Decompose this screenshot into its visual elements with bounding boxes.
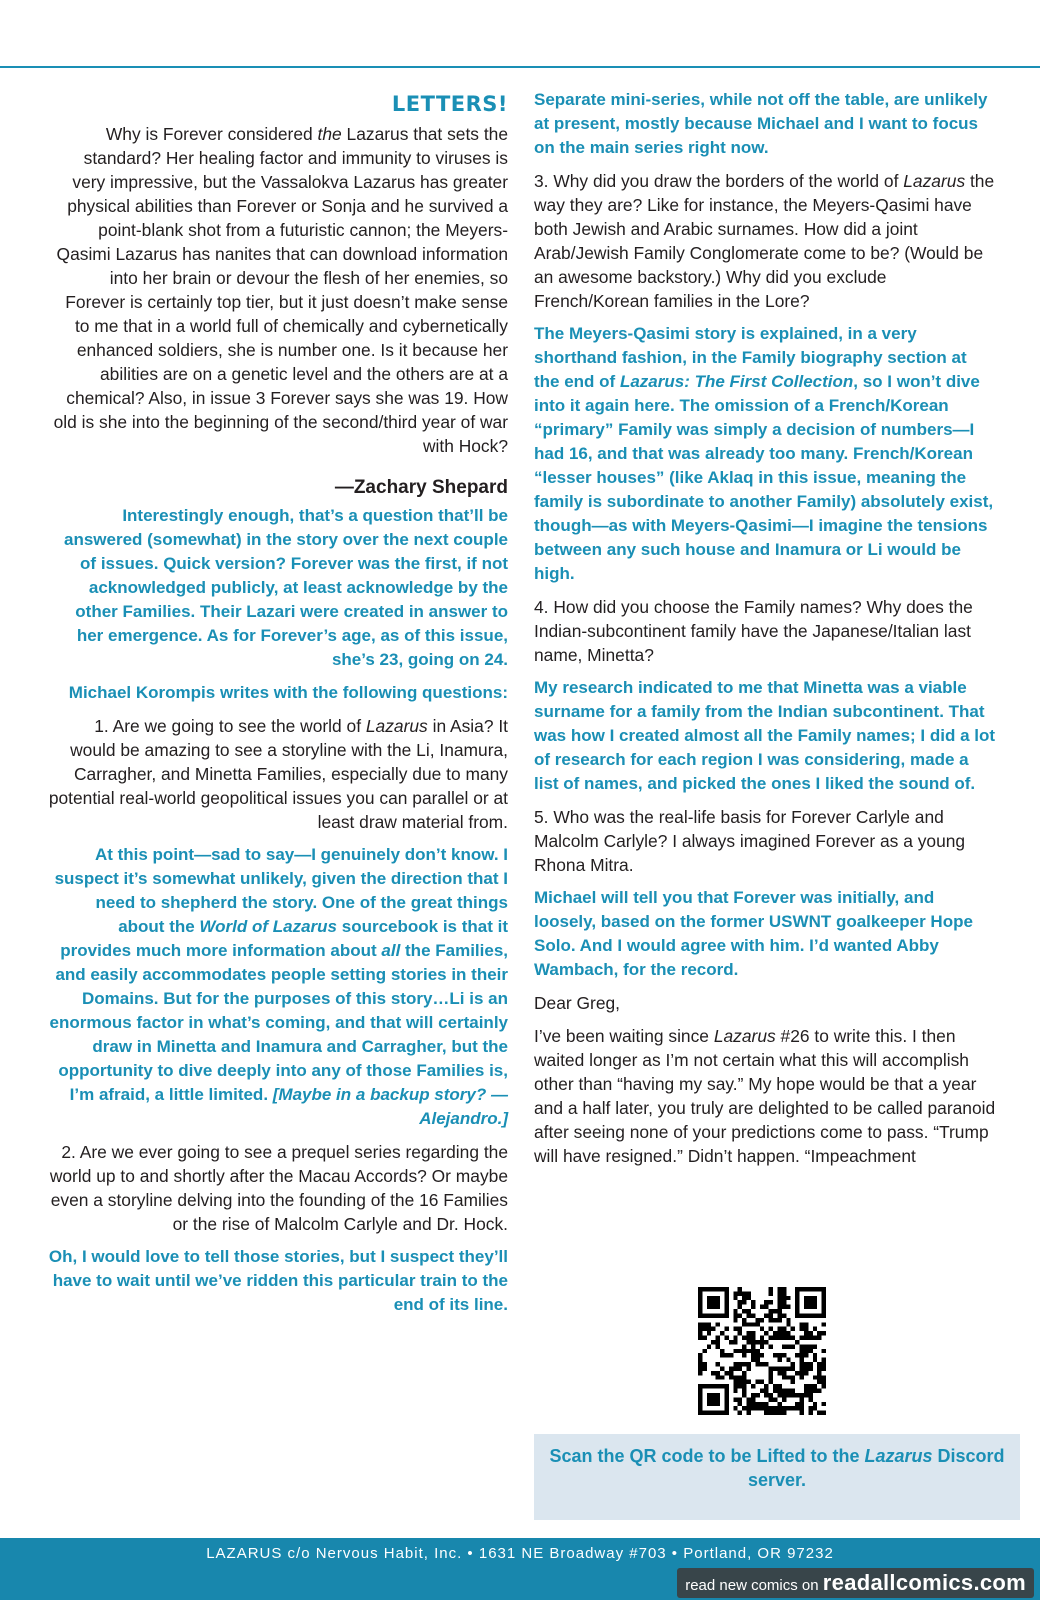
- site-watermark[interactable]: [677, 1568, 1034, 1598]
- question-paragraph: 2. Are we ever going to see a prequel series regarding the world up to and shortly after the Macau Accords? Or maybe even a storyline delving into the founding of the 16 Families or the rise of Malcolm Carlyle and Dr. Hock.: [49, 1142, 508, 1234]
- qr-caption-text: Scan the QR code to be Lifted to the Lazarus Discord server.: [549, 1446, 1005, 1490]
- answer-paragraph: Michael will tell you that Forever was initially, and loosely, based on the former USWNT goalkeeper Hope Solo. And I would agree with him. I’d wanted Abby Wambach, for the record.: [534, 888, 973, 979]
- right-column: [534, 88, 996, 1177]
- watermark-prefix: read new comics on: [685, 1577, 823, 1594]
- watermark-site: readallcomics.com: [822, 1570, 1026, 1595]
- question-paragraph: 3. Why did you draw the borders of the world of Lazarus the way they are? Like for instance, the Meyers-Qasimi have both Jewish and Arabic surnames. How did a joint Arab/Jewish Family Conglomerate come to be? (Would be an awesome backstory.) Why did you exclude French/Korean families in the Lore?: [534, 171, 995, 311]
- answer-paragraph: My research indicated to me that Minetta was a viable surname for a family from the Indian subcontinent. That was how I created almost all the Family names; I did a lot of research for each region I was considering, made a list of names, and picked the ones I liked the sound of.: [534, 678, 996, 793]
- letter-paragraph: Why is Forever considered the Lazarus that sets the standard? Her healing factor and immunity to viruses is very impressive, but the Vassalokva Lazarus has greater physical abilities than Forever or Sonja and he survived a point-blank shot from a futuristic cannon; the Meyers-Qasimi Lazarus has nanites that can download information into her brain or devour the flesh of her enemies, so Forever is certainly top tier, but it just doesn’t make sense to me that in a world full of chemically and cybernetically enhanced soldiers, she is number one. Is it because her abilities are on a genetic level and the others are at a chemical? Also, in issue 3 Forever says she was 19. How old is she into the beginning of the second/third year of war with Hock?: [53, 124, 508, 456]
- question-paragraph: 5. Who was the real-life basis for Forever Carlyle and Malcolm Carlyle? I always imagined Forever as a young Rhona Mitra.: [534, 807, 966, 875]
- answer-paragraph: Oh, I would love to tell those stories, but I suspect they’ll have to wait until we’ve ridden this particular train to the end of its line.: [48, 1247, 508, 1314]
- letter-signature: —Zachary Shepard: [334, 477, 508, 498]
- question-paragraph: 4. How did you choose the Family names? Why does the Indian-subcontinent family have the Japanese/Italian last name, Minetta?: [534, 597, 973, 665]
- footer-bar: [0, 1538, 1040, 1600]
- footer-address: LAZARUS c/o Nervous Habit, Inc. • 1631 NE Broadway #703 • Portland, OR 97232: [206, 1545, 834, 1562]
- top-rule: [0, 66, 1040, 68]
- answer-paragraph: At this point—sad to say—I genuinely don’t know. I suspect it’s somewhat unlikely, given the direction that I need to shepherd the story. One of the great things about the World of Lazarus sourcebook is that it provides much more information about all the Families, and easily accommodates people setting stories in their Domains. But for the purposes of this story…Li is an enormous factor in what’s coming, and that will certainly draw in Minetta and Inamura and Carragher, but the opportunity to dive deeply into any of those Families is, I’m afraid, a little limited. [Maybe in a backup story? —Alejandro.]: [49, 845, 508, 1128]
- letter-salutation: Dear Greg,: [534, 993, 621, 1013]
- letters-heading: LETTERS!: [391, 92, 508, 116]
- intro-paragraph: Michael Korompis writes with the following questions:: [68, 683, 508, 702]
- qr-caption: [534, 1434, 1020, 1520]
- qr-code-icon[interactable]: [698, 1287, 826, 1415]
- answer-paragraph: The Meyers-Qasimi story is explained, in a very shorthand fashion, in the Family biography section at the end of Lazarus: The First Collection, so I won’t dive into it again here. The omission of a French/Korean “primary” Family was simply a decision of numbers—I had 16, and that was already too many. French/Korean “lesser houses” (like Aklaq in this issue, meaning the family is subordinate to another Family) absolutely exist, though—as with Meyers-Qasimi—I imagine the tensions between any such house and Inamura or Li would be high.: [534, 324, 994, 583]
- left-column: [48, 88, 508, 1326]
- letter-paragraph: I’ve been waiting since Lazarus #26 to write this. I then waited longer as I’m not certain what this will accomplish other than “having my say.” My hope would be that a year and a half later, you truly are delighted to be called paranoid after seeing none of your predictions come to pass. “Trump will have resigned.” Didn’t happen. “Impeachment: [534, 1026, 996, 1166]
- question-paragraph: 1. Are we going to see the world of Lazarus in Asia? It would be amazing to see a storyline with the Li, Inamura, Carragher, and Minetta Families, especially due to many potential real-world geopolitical issues you can parallel or at least draw material from.: [48, 716, 508, 832]
- answer-paragraph: Interestingly enough, that’s a question that’ll be answered (somewhat) in the story over the next couple of issues. Quick version? Forever was the first, if not acknowledged publicly, at least acknowledge by the other Families. Their Lazari were created in answer to her emergence. As for Forever’s age, as of this issue, she’s 23, going on 24.: [64, 506, 508, 669]
- answer-paragraph: Separate mini-series, while not off the table, are unlikely at present, mostly because Michael and I want to focus on the main series right now.: [534, 90, 988, 157]
